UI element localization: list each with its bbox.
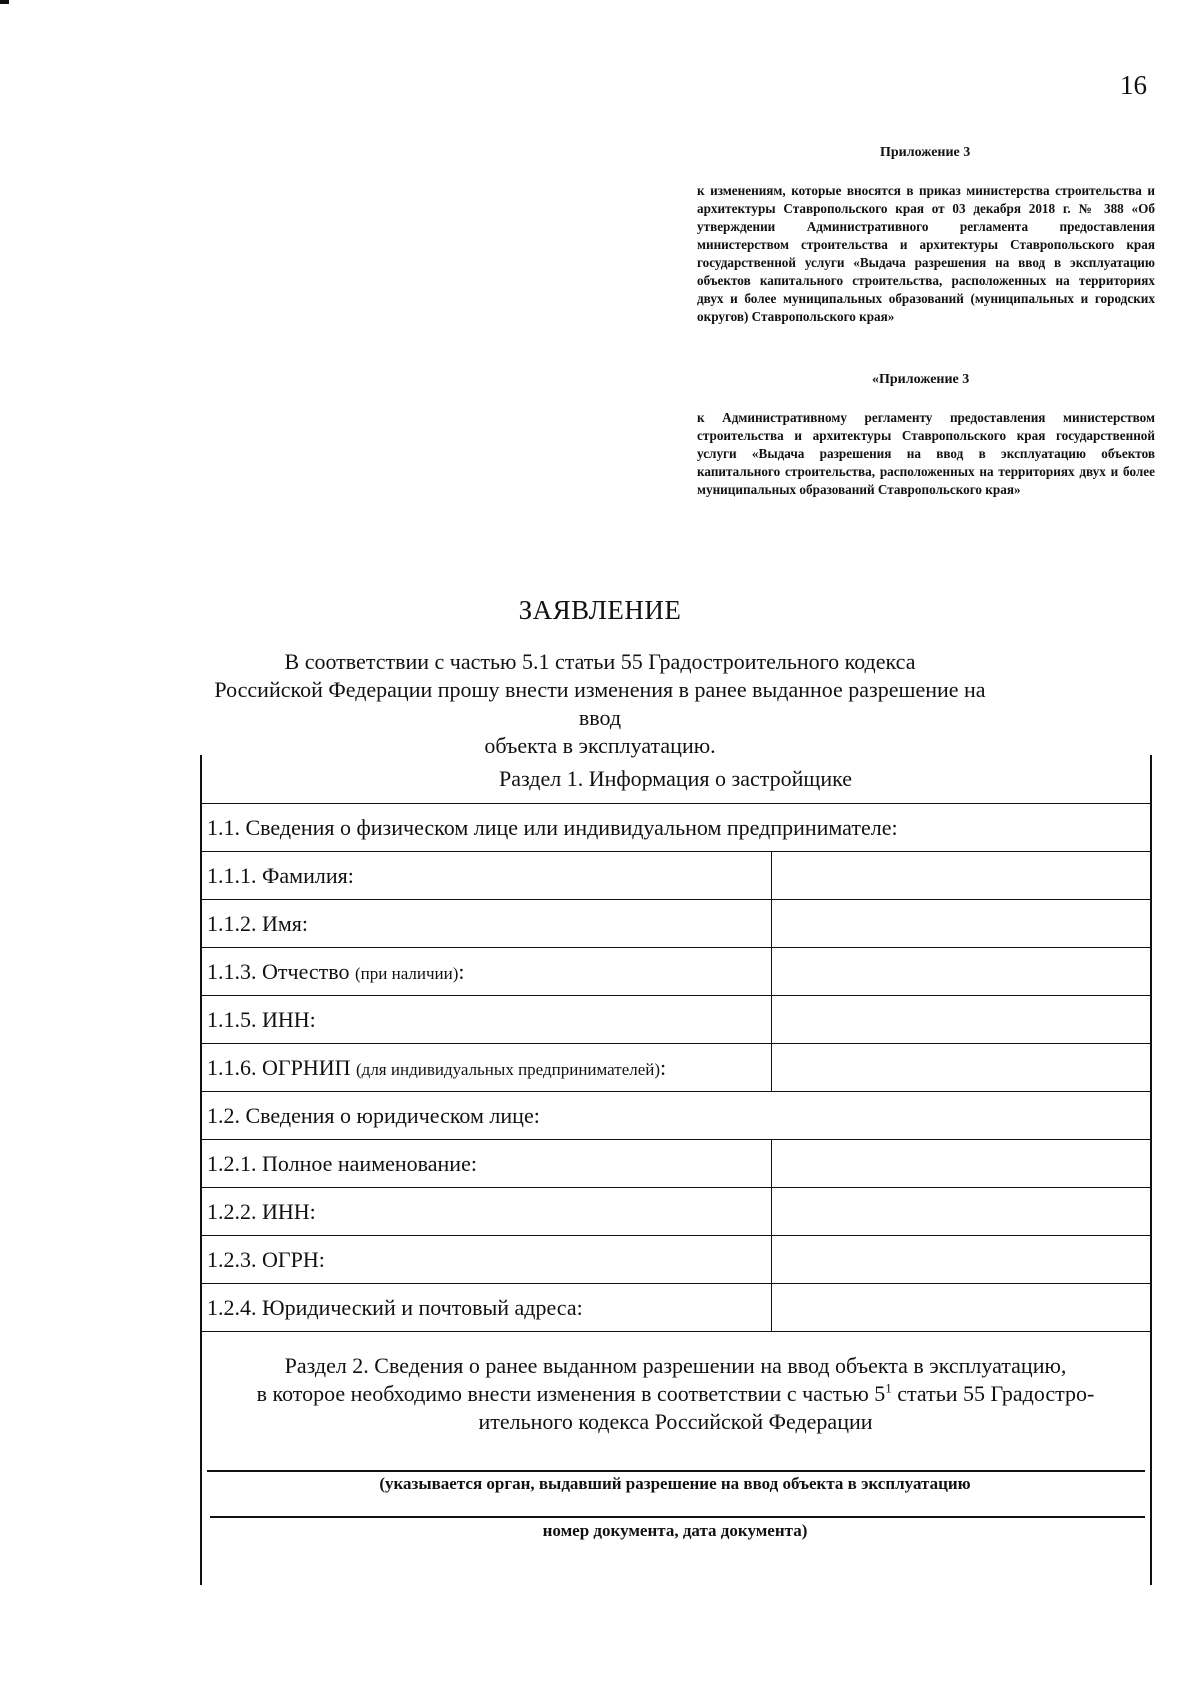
section2-line2-tail: статьи 55 Градостро- bbox=[891, 1381, 1095, 1406]
applicant-form-table bbox=[200, 755, 1151, 1332]
table-row bbox=[201, 1188, 1151, 1236]
individual-inn-label: 1.1.5. ИНН: bbox=[201, 996, 772, 1044]
section2-line bbox=[200, 1380, 1151, 1408]
name-field[interactable] bbox=[772, 900, 1151, 948]
section1-header-row bbox=[201, 755, 1151, 804]
ogrnip-label-text: 1.1.6. ОГРНИП bbox=[207, 1054, 357, 1080]
table-row bbox=[201, 1140, 1151, 1188]
ogrn-field[interactable] bbox=[772, 1236, 1151, 1284]
table-row bbox=[201, 996, 1151, 1044]
full-name-field[interactable] bbox=[772, 1140, 1151, 1188]
scan-artifact bbox=[0, 0, 9, 4]
superscript: 1 bbox=[885, 1380, 892, 1396]
name-label: 1.1.2. Имя: bbox=[201, 900, 772, 948]
legal-inn-label: 1.2.2. ИНН: bbox=[201, 1188, 772, 1236]
quoted-annex-text: к Административному регламенту предоставления министерством строительства и архитектуры Ставропольского края государственной услуги «Выдача разрешения на ввод в эксплуатацию объектов капитального строительства, расположенных на территориях двух и более муниципальных образований Ставропольского края» bbox=[697, 410, 1155, 497]
surname-label: 1.1.1. Фамилия: bbox=[201, 852, 772, 900]
document-number-caption: номер документа, дата документа) bbox=[542, 1521, 808, 1540]
document-number-input-line[interactable] bbox=[210, 1516, 1145, 1518]
section2-line2-text: в которое необходимо внести изменения в соответствии с частью 5 bbox=[256, 1381, 886, 1406]
issuing-authority-input-line[interactable] bbox=[207, 1470, 1145, 1472]
section2-line: ительного кодекса Российской Федерации bbox=[478, 1409, 873, 1434]
section1-title: Раздел 1. Информация о застройщике bbox=[201, 755, 1151, 804]
table-row bbox=[201, 948, 1151, 996]
quoted-annex-title: «Приложение 3 bbox=[872, 372, 970, 387]
section2-heading bbox=[200, 1352, 1151, 1436]
intro-paragraph bbox=[205, 648, 995, 760]
patronymic-note: (при наличии) bbox=[355, 963, 459, 983]
legal-entity-heading: 1.2. Сведения о юридическом лице: bbox=[201, 1092, 1151, 1140]
issuing-authority-caption: (указывается орган, выдавший разрешение на ввод объекта в эксплуатацию bbox=[379, 1474, 971, 1493]
patronymic-colon: : bbox=[458, 958, 465, 984]
address-field[interactable] bbox=[772, 1284, 1151, 1332]
individual-info-heading: 1.1. Сведения о физическом лице или индивидуальном предпринимателе: bbox=[201, 804, 1151, 852]
individual-inn-field[interactable] bbox=[772, 996, 1151, 1044]
annex-title: Приложение 3 bbox=[880, 145, 971, 160]
intro-line: В соответствии с частью 5.1 статьи 55 Градостроительного кодекса bbox=[284, 649, 916, 674]
ogrnip-label bbox=[201, 1044, 772, 1092]
ogrnip-colon: : bbox=[660, 1054, 667, 1080]
table-row bbox=[201, 1044, 1151, 1092]
intro-line: объекта в эксплуатацию. bbox=[484, 733, 716, 758]
table-row bbox=[201, 1092, 1151, 1140]
legal-inn-field[interactable] bbox=[772, 1188, 1151, 1236]
intro-line: Российской Федерации прошу внести изменения в ранее выданное разрешение на ввод bbox=[214, 677, 986, 730]
document-title: ЗАЯВЛЕНИЕ bbox=[518, 595, 682, 625]
patronymic-field[interactable] bbox=[772, 948, 1151, 996]
ogrnip-field[interactable] bbox=[772, 1044, 1151, 1092]
patronymic-label-text: 1.1.3. Отчество bbox=[207, 958, 355, 984]
address-label: 1.2.4. Юридический и почтовый адреса: bbox=[201, 1284, 772, 1332]
section2-line: Раздел 2. Сведения о ранее выданном разрешении на ввод объекта в эксплуатацию, bbox=[284, 1353, 1067, 1378]
table-row bbox=[201, 852, 1151, 900]
ogrnip-note: (для индивидуальных предпринимателей) bbox=[356, 1059, 661, 1079]
table-row bbox=[201, 1236, 1151, 1284]
page-number: 16 bbox=[1120, 70, 1147, 100]
patronymic-label bbox=[201, 948, 772, 996]
table-row bbox=[201, 900, 1151, 948]
ogrn-label: 1.2.3. ОГРН: bbox=[201, 1236, 772, 1284]
table-row bbox=[201, 804, 1151, 852]
full-name-label: 1.2.1. Полное наименование: bbox=[201, 1140, 772, 1188]
table-row bbox=[201, 1284, 1151, 1332]
surname-field[interactable] bbox=[772, 852, 1151, 900]
annex-text: к изменениям, которые вносятся в приказ министерства строительства и архитектуры Ставропольского края от 03 декабря 2018 г. № 388 «Об утверждении Административного регламента предоставления министерством строительства и архитектуры Ставропольского края государственной услуги «Выдача разрешения на ввод в эксплуатацию объектов капитального строительства, расположенных на территориях двух и более муниципальных образований (муниципальных и городских округов) Ставропольского края» bbox=[697, 183, 1155, 324]
